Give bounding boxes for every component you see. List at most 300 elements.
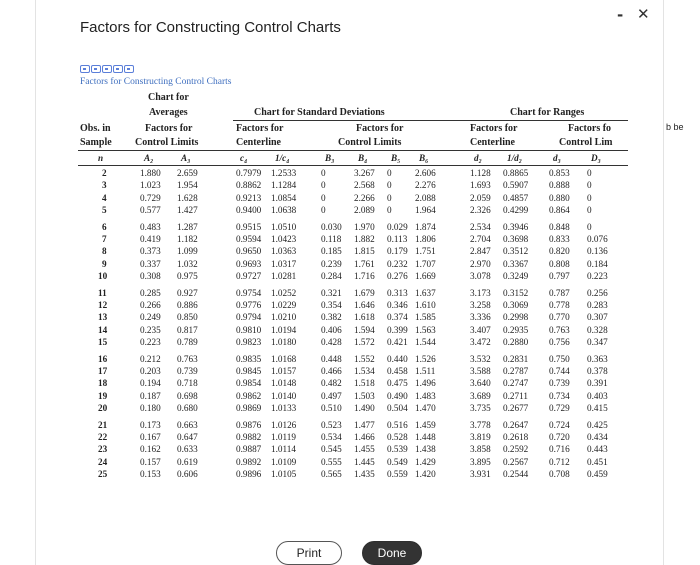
table-cell: 0.9876 [236, 419, 262, 430]
table-cell: 0.2618 [503, 432, 529, 442]
avg-factors-label-2: Control Limits [135, 137, 199, 148]
table-cell: 0 [321, 192, 326, 203]
rng-limits-label-1: Factors fo [568, 123, 612, 134]
column-header-col-inv-c4: 1/c₄ [275, 153, 290, 163]
column-header-col-d3: d₃ [553, 153, 561, 163]
table-cell: 0.113 [387, 234, 408, 244]
table-cell: 0 [387, 205, 392, 216]
table-cell: 1.0281 [271, 271, 297, 282]
averages-chart-label-2: Averages [149, 107, 188, 118]
table-cell: 0.549 [387, 456, 408, 467]
header-divider-top [78, 150, 628, 151]
table-cell: 11 [98, 287, 107, 298]
table-cell: 0.419 [140, 234, 161, 244]
copy-icon[interactable] [80, 65, 90, 73]
table-cell: 0.4857 [503, 192, 529, 203]
table-cell: 0.523 [321, 419, 342, 430]
table-cell: 0.534 [321, 432, 342, 442]
table-cell: 1.0119 [271, 432, 296, 442]
table-cell: 1.679 [354, 287, 375, 298]
table-cell: 0.118 [321, 234, 342, 244]
table-cell: 0.030 [321, 221, 342, 232]
table-cell: 3.931 [470, 469, 491, 480]
table-cell: 0.9213 [236, 192, 262, 203]
table-cell: 8 [102, 246, 107, 257]
table-cell: 0.9794 [236, 312, 262, 323]
table-cell: 0.451 [587, 456, 608, 467]
table-cell: 3.735 [470, 403, 491, 414]
table-cell: 0 [387, 192, 392, 203]
table-cell: 0.724 [549, 419, 570, 430]
std-centerline-label-2: Centerline [236, 137, 281, 148]
obs-label-2: Sample [80, 137, 112, 148]
table-cell: 0 [587, 221, 592, 232]
table-cell: 0.490 [387, 390, 408, 401]
table-cell: 2.704 [470, 234, 491, 244]
table-cell: 2.059 [470, 192, 491, 203]
table-cell: 0 [387, 168, 392, 178]
table-cell: 3.778 [470, 419, 491, 430]
table-cell: 0.212 [140, 353, 161, 364]
table-cell: 1.182 [177, 234, 198, 244]
table-cell: 0.8862 [236, 180, 262, 191]
table-cell: 0.173 [140, 419, 161, 430]
table-cell: 0.539 [387, 444, 408, 455]
table-cell: 0.203 [140, 366, 161, 376]
table-cell: 0.425 [587, 419, 608, 430]
table-cell: 1.0317 [271, 258, 297, 269]
table-cell: 0.2998 [503, 312, 529, 323]
column-header-col-b3: B₃ [325, 153, 335, 163]
table-cell: 1.534 [354, 366, 375, 376]
table-cell: 1.0133 [271, 403, 297, 414]
table-cell: 0.712 [549, 456, 570, 467]
table-cell: 20 [98, 403, 108, 414]
column-header-col-b5: B₅ [391, 153, 401, 163]
table-cell: 0.266 [140, 300, 161, 310]
table-cell: 1.429 [415, 456, 436, 467]
table-cell: 1.470 [415, 403, 436, 414]
copy-icon[interactable] [124, 65, 134, 73]
table-cell: 0.504 [387, 403, 408, 414]
table-cell: 0.321 [321, 287, 342, 298]
table-cell: 0.194 [140, 378, 161, 389]
table-cell: 1.874 [415, 221, 436, 232]
table-cell: 0.853 [549, 168, 570, 178]
table-cell: 0.770 [549, 312, 570, 323]
table-cell: 0.382 [321, 312, 342, 323]
table-cell: 0.434 [587, 432, 608, 442]
header-divider-bottom [78, 165, 628, 166]
rng-centerline-label-1: Factors for [470, 123, 518, 134]
table-cell: 1.0854 [271, 192, 297, 203]
table-cell: 1.707 [415, 258, 436, 269]
table-cell: 1.0180 [271, 337, 297, 348]
std-centerline-label-1: Factors for [236, 123, 284, 134]
table-cell: 0.975 [177, 271, 198, 282]
table-cell: 1.466 [354, 432, 375, 442]
column-header-col-b4: B₄ [358, 153, 368, 163]
table-cell: 0.346 [387, 300, 408, 310]
table-cell: 0.354 [321, 300, 342, 310]
table-cell: 0.9400 [236, 205, 262, 216]
table-cell: 5 [102, 205, 107, 216]
table-cell: 1.427 [177, 205, 198, 216]
minimize-icon[interactable]: - [617, 6, 624, 24]
table-cell: 0.2567 [503, 456, 529, 467]
table-cell: 0.459 [587, 469, 608, 480]
table-cell: 21 [98, 419, 108, 430]
table-cell: 1.490 [354, 403, 375, 414]
table-cell: 0.466 [321, 366, 342, 376]
table-cell: 3.258 [470, 300, 491, 310]
table-cell: 2.088 [415, 192, 436, 203]
table-cell: 1.880 [140, 168, 161, 178]
table-cell: 0.9594 [236, 234, 262, 244]
table-cell: 25 [98, 469, 108, 480]
table-cell: 0.399 [387, 324, 408, 335]
table-cell: 0.848 [549, 221, 570, 232]
table-cell: 0.415 [587, 403, 608, 414]
document-heading: Factors for Constructing Control Charts [80, 77, 232, 87]
table-cell: 12 [98, 300, 108, 310]
table-cell: 1.572 [354, 337, 375, 348]
close-icon[interactable]: ✕ [637, 5, 650, 23]
table-cell: 1.693 [470, 180, 491, 191]
table-cell: 0.9892 [236, 456, 262, 467]
table-cell: 0.663 [177, 419, 198, 430]
column-header-col-inv-d2: 1/d₂ [507, 153, 522, 163]
table-cell: 0.483 [140, 221, 161, 232]
copy-icon[interactable] [102, 65, 112, 73]
table-cell: 0.739 [549, 378, 570, 389]
table-cell: 0.497 [321, 390, 342, 401]
table-cell: 0.307 [587, 312, 608, 323]
table-cell: 0.185 [321, 246, 342, 257]
table-cell: 0.888 [549, 180, 570, 191]
table-cell: 1.761 [354, 258, 375, 269]
table-cell: 1.0363 [271, 246, 297, 257]
table-cell: 2.089 [354, 205, 375, 216]
table-cell: 0 [321, 168, 326, 178]
table-cell: 1.954 [177, 180, 198, 191]
table-cell: 0.833 [549, 234, 570, 244]
table-cell: 0.510 [321, 403, 342, 414]
table-cell: 1.0194 [271, 324, 297, 335]
table-cell: 0.180 [140, 403, 161, 414]
std-dev-underline [233, 120, 473, 121]
column-header-col-d3-lower: D₃ [591, 153, 601, 163]
table-cell: 0.729 [549, 403, 570, 414]
control-chart-factors-table [78, 90, 628, 500]
table-cell: 1.483 [415, 390, 436, 401]
table-cell: 0.787 [549, 287, 570, 298]
table-cell: 7 [102, 234, 107, 244]
table-cell: 0.716 [549, 444, 570, 455]
table-cell: 0.440 [387, 353, 408, 364]
table-cell: 2.659 [177, 168, 198, 178]
table-cell: 1.628 [177, 192, 198, 203]
table-cell: 0.680 [177, 403, 198, 414]
table-cell: 1.459 [415, 419, 436, 430]
table-cell: 0.880 [549, 192, 570, 203]
table-cell: 0.2677 [503, 403, 529, 414]
table-cell: 0.458 [387, 366, 408, 376]
table-cell: 0.249 [140, 312, 161, 323]
table-cell: 0.528 [387, 432, 408, 442]
table-cell: 2.970 [470, 258, 491, 269]
table-cell: 0.565 [321, 469, 342, 480]
table-cell: 0.9896 [236, 469, 262, 480]
table-cell: 0.864 [549, 205, 570, 216]
table-cell: 0.276 [387, 271, 408, 282]
window-right-edge [663, 0, 664, 565]
table-cell: 0.9882 [236, 432, 262, 442]
table-cell: 0.698 [177, 390, 198, 401]
table-cell: 0.9823 [236, 337, 262, 348]
table-cell: 0.374 [387, 312, 408, 323]
table-cell: 0.9810 [236, 324, 262, 335]
table-cell: 0.9835 [236, 353, 262, 364]
table-cell: 0.9845 [236, 366, 262, 376]
table-cell: 0.9727 [236, 271, 262, 282]
table-cell: 2.606 [415, 168, 436, 178]
table-cell: 0.443 [587, 444, 608, 455]
table-cell: 0.927 [177, 287, 198, 298]
table-cell: 1.0252 [271, 287, 297, 298]
table-cell: 0.363 [587, 353, 608, 364]
table-cell: 1.585 [415, 312, 436, 323]
table-cell: 1.435 [354, 469, 375, 480]
table-cell: 0.2592 [503, 444, 529, 455]
table-cell: 1.287 [177, 221, 198, 232]
table-cell: 0.162 [140, 444, 161, 455]
table-cell: 1.716 [354, 271, 375, 282]
table-cell: 2.847 [470, 246, 491, 257]
table-cell: 0.232 [387, 258, 408, 269]
table-cell: 0.328 [587, 324, 608, 335]
table-cell: 1.023 [140, 180, 161, 191]
table-cell: 1.0168 [271, 353, 297, 364]
table-cell: 23 [98, 444, 108, 455]
table-cell: 1.099 [177, 246, 198, 257]
table-cell: 0.9869 [236, 403, 262, 414]
std-limits-label-1: Factors for [356, 123, 404, 134]
table-cell: 1.618 [354, 312, 375, 323]
table-cell: 0.373 [140, 246, 161, 257]
averages-chart-label-1: Chart for [148, 92, 189, 103]
table-cell: 0.633 [177, 444, 198, 455]
table-cell: 1.0105 [271, 469, 297, 480]
copy-icon[interactable] [91, 65, 101, 73]
table-cell: 0.475 [387, 378, 408, 389]
table-cell: 3.472 [470, 337, 491, 348]
table-cell: 0.235 [140, 324, 161, 335]
table-cell: 1.420 [415, 469, 436, 480]
table-cell: 0.559 [387, 469, 408, 480]
table-cell: 1.882 [354, 234, 375, 244]
table-cell: 0.239 [321, 258, 342, 269]
table-cell: 1.594 [354, 324, 375, 335]
table-cell: 0 [321, 180, 326, 191]
print-button[interactable]: Print [276, 541, 342, 565]
table-cell: 9 [102, 258, 107, 269]
table-cell: 0.256 [587, 287, 608, 298]
table-cell: 0.797 [549, 271, 570, 282]
table-cell: 0.313 [387, 287, 408, 298]
table-cell: 2.326 [470, 205, 491, 216]
table-cell: 0.789 [177, 337, 198, 348]
column-header-col-n: n [98, 153, 104, 163]
table-cell: 1.970 [354, 221, 375, 232]
window-left-edge [35, 0, 36, 565]
table-cell: 0.428 [321, 337, 342, 348]
table-cell: 1.0423 [271, 234, 297, 244]
table-cell: 13 [98, 312, 108, 323]
table-cell: 1.511 [415, 366, 436, 376]
table-cell: 0.187 [140, 390, 161, 401]
table-cell: 0.421 [387, 337, 408, 348]
column-header-col-c4: c₄ [240, 153, 248, 163]
table-cell: 0.184 [587, 258, 608, 269]
table-cell: 0.3069 [503, 300, 529, 310]
table-cell: 1.0229 [271, 300, 297, 310]
table-cell: 1.0126 [271, 419, 297, 430]
table-cell: 0.9650 [236, 246, 262, 257]
table-cell: 0.179 [387, 246, 408, 257]
table-cell: 3.689 [470, 390, 491, 401]
table-cell: 0.3249 [503, 271, 529, 282]
table-cell: 0.778 [549, 300, 570, 310]
table-cell: 1.526 [415, 353, 436, 364]
std-limits-label-2: Control Limits [338, 137, 402, 148]
table-cell: 0 [587, 180, 592, 191]
table-cell: 1.0148 [271, 378, 297, 389]
column-header-col-b6: B₆ [419, 153, 429, 163]
table-cell: 1.964 [415, 205, 436, 216]
table-cell: 0.763 [177, 353, 198, 364]
table-cell: 0.2711 [503, 390, 528, 401]
table-cell: 3.858 [470, 444, 491, 455]
copy-icon[interactable] [113, 65, 123, 73]
table-cell: 0.3946 [503, 221, 529, 232]
toolbar-icons [80, 65, 134, 73]
table-cell: 0.3512 [503, 246, 529, 257]
table-cell: 1.448 [415, 432, 436, 442]
std-dev-chart-title: Chart for Standard Deviations [254, 107, 385, 118]
table-cell: 3 [102, 180, 107, 191]
table-cell: 0.2880 [503, 337, 529, 348]
table-cell: 0.8865 [503, 168, 529, 178]
table-cell: 0.2647 [503, 419, 529, 430]
table-cell: 0.606 [177, 469, 198, 480]
table-cell: 0.406 [321, 324, 342, 335]
table-cell: 0.2787 [503, 366, 529, 376]
column-header-col-d2: d₂ [474, 153, 482, 163]
table-cell: 1.552 [354, 353, 375, 364]
avg-factors-label-1: Factors for [145, 123, 193, 134]
column-header-col-a3: A₃ [181, 153, 191, 163]
table-cell: 0.545 [321, 444, 342, 455]
dialog-title: Factors for Constructing Control Charts [80, 19, 341, 36]
column-header-col-a2: A₂ [144, 153, 154, 163]
table-cell: 0.2935 [503, 324, 529, 335]
table-cell: 1.445 [354, 456, 375, 467]
ranges-chart-title: Chart for Ranges [510, 107, 585, 118]
table-cell: 0.744 [549, 366, 570, 376]
table-cell: 0 [387, 180, 392, 191]
table-cell: 1.2533 [271, 168, 297, 178]
table-cell: 1.0210 [271, 312, 297, 323]
table-cell: 0.448 [321, 353, 342, 364]
table-cell: 0.763 [549, 324, 570, 335]
table-cell: 18 [98, 378, 108, 389]
table-cell: 1.503 [354, 390, 375, 401]
table-cell: 0.756 [549, 337, 570, 348]
table-cell: 0.5907 [503, 180, 529, 191]
table-cell: 1.438 [415, 444, 436, 455]
table-cell: 0.223 [140, 337, 161, 348]
table-cell: 0 [587, 205, 592, 216]
table-cell: 1.518 [354, 378, 375, 389]
table-cell: 1.637 [415, 287, 436, 298]
table-cell: 3.078 [470, 271, 491, 282]
table-cell: 0.708 [549, 469, 570, 480]
obs-label-1: Obs. in [80, 123, 111, 134]
table-cell: 6 [102, 221, 107, 232]
table-cell: 0.2544 [503, 469, 529, 480]
table-cell: 1.455 [354, 444, 375, 455]
table-cell: 0.2831 [503, 353, 529, 364]
table-cell: 1.0114 [271, 444, 296, 455]
table-cell: 0.577 [140, 205, 161, 216]
table-cell: 0.403 [587, 390, 608, 401]
table-cell: 0.9854 [236, 378, 262, 389]
table-cell: 3.640 [470, 378, 491, 389]
table-cell: 3.532 [470, 353, 491, 364]
table-cell: 1.1284 [271, 180, 297, 191]
table-cell: 0.285 [140, 287, 161, 298]
table-cell: 0.378 [587, 366, 608, 376]
table-cell: 1.646 [354, 300, 375, 310]
table-cell: 0.750 [549, 353, 570, 364]
table-cell: 0.9515 [236, 221, 262, 232]
table-cell: 0.9887 [236, 444, 262, 455]
table-cell: 1.496 [415, 378, 436, 389]
table-cell: 0.9862 [236, 390, 262, 401]
table-cell: 3.407 [470, 324, 491, 335]
table-cell: 0.886 [177, 300, 198, 310]
table-cell: 22 [98, 432, 108, 442]
table-cell: 0.734 [549, 390, 570, 401]
table-cell: 16 [98, 353, 108, 364]
table-cell: 0.619 [177, 456, 198, 467]
ranges-underline [466, 120, 628, 121]
table-cell: 3.336 [470, 312, 491, 323]
done-button[interactable]: Done [362, 541, 422, 565]
table-cell: 0.167 [140, 432, 161, 442]
table-cell: 1.610 [415, 300, 436, 310]
table-cell: 0.718 [177, 378, 198, 389]
table-cell: 1.544 [415, 337, 436, 348]
table-cell: 17 [98, 366, 108, 376]
rng-limits-label-2: Control Lim [559, 137, 613, 148]
table-cell: 1.751 [415, 246, 436, 257]
table-cell: 0.136 [587, 246, 608, 257]
table-cell: 3.895 [470, 456, 491, 467]
table-cell: 3.819 [470, 432, 491, 442]
table-cell: 0.284 [321, 271, 342, 282]
